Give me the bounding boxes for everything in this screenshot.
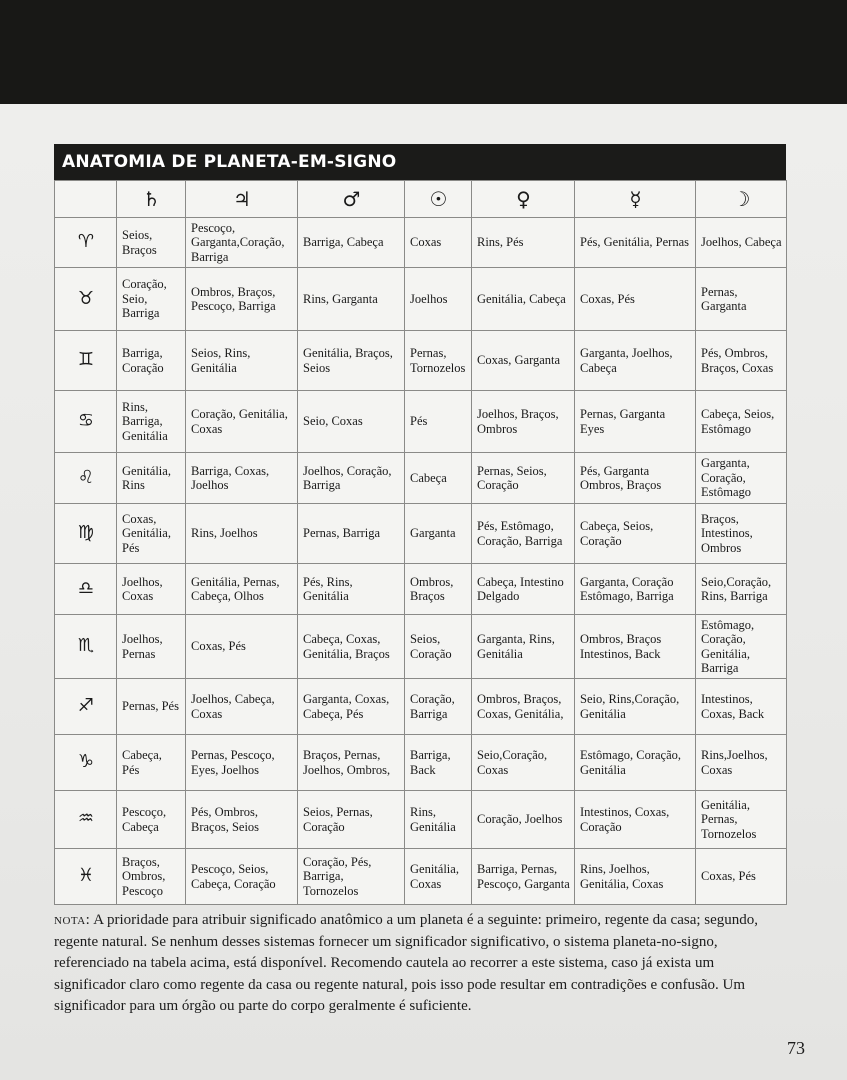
body-part-cell: Genitália, Pernas, Tornozelos xyxy=(696,791,787,849)
planet-header-cell xyxy=(298,181,405,218)
body-part-cell: Barriga, Cabeça xyxy=(298,218,405,268)
note-text: A prioridade para atribuir significado anatômico a um planeta é a seguinte: primeiro, regente da casa; segundo, regente natural. Se nenhum desses sistemas fornecer um significador significativo, o sistema planeta-no-signo, referenciado na tabela acima, está disponível. Recomendo cautela ao recorrer a este sistema, caso já exista um significador claro como regente da casa ou regente natural, pois isso pode resultar em contradições e confusão. Um significador para um órgão ou parte do corpo geralmente é suficiente. xyxy=(54,912,759,1014)
sign-cell xyxy=(55,679,117,735)
body-part-cell: Seio, Coxas xyxy=(298,391,405,453)
body-part-cell: Rins, Genitália xyxy=(405,791,472,849)
body-part-cell: Seios, Braços xyxy=(117,218,186,268)
table-title: ANATOMIA DE PLANETA-EM-SIGNO xyxy=(54,144,786,180)
table-row xyxy=(55,679,787,735)
table-row xyxy=(55,564,787,615)
moon-icon: ☽ xyxy=(732,186,751,211)
body-part-cell: Joelhos, Coração, Barriga xyxy=(298,453,405,504)
body-part-cell: Pescoço, Seios, Cabeça, Coração xyxy=(186,849,298,905)
body-part-cell: Braços, Ombros, Pescoço xyxy=(117,849,186,905)
body-part-cell: Estômago, Coração, Genitália, Barriga xyxy=(696,615,787,679)
table-row xyxy=(55,735,787,791)
body-part-cell: Garganta, Coração Estômago, Barriga xyxy=(575,564,696,615)
planet-header-cell xyxy=(575,181,696,218)
planet-header-cell xyxy=(472,181,575,218)
body-part-cell: Coração, Joelhos xyxy=(472,791,575,849)
planet-header-cell xyxy=(405,181,472,218)
body-part-cell: Coxas, Pés xyxy=(696,849,787,905)
sign-cell xyxy=(55,849,117,905)
body-part-cell: Joelhos, Cabeça xyxy=(696,218,787,268)
body-part-cell: Intestinos, Coxas, Coração xyxy=(575,791,696,849)
body-part-cell: Seio,Coração, Coxas xyxy=(472,735,575,791)
sign-cell xyxy=(55,735,117,791)
taurus-icon: ♉ xyxy=(77,287,95,309)
table-row xyxy=(55,791,787,849)
body-part-cell: Garganta, Coração, Estômago xyxy=(696,453,787,504)
body-part-cell: Joelhos, Pernas xyxy=(117,615,186,679)
body-part-cell: Joelhos, Coxas xyxy=(117,564,186,615)
body-part-cell: Rins, Garganta xyxy=(298,268,405,331)
body-part-cell: Cabeça, Coxas, Genitália, Braços xyxy=(298,615,405,679)
sign-cell xyxy=(55,218,117,268)
body-part-cell: Estômago, Coração, Genitália xyxy=(575,735,696,791)
libra-icon: ♎ xyxy=(77,577,95,599)
body-part-cell: Genitália, Pernas, Cabeça, Olhos xyxy=(186,564,298,615)
cancer-icon: ♋ xyxy=(77,410,95,432)
body-part-cell: Barriga, Pernas, Pescoço, Garganta xyxy=(472,849,575,905)
table-row xyxy=(55,849,787,905)
body-part-cell: Pernas, Barriga xyxy=(298,504,405,564)
body-part-cell: Garganta, Coxas, Cabeça, Pés xyxy=(298,679,405,735)
body-part-cell: Pernas, Seios, Coração xyxy=(472,453,575,504)
table-row xyxy=(55,218,787,268)
table-row xyxy=(55,504,787,564)
body-part-cell: Rins, Joelhos xyxy=(186,504,298,564)
sign-cell xyxy=(55,615,117,679)
table-row xyxy=(55,615,787,679)
body-part-cell: Coração, Seio, Barriga xyxy=(117,268,186,331)
gemini-icon: ♊ xyxy=(77,349,95,371)
scorpio-icon: ♏ xyxy=(77,635,95,657)
aries-icon: ♈ xyxy=(77,231,95,253)
body-part-cell: Coração, Pés, Barriga, Tornozelos xyxy=(298,849,405,905)
body-part-cell: Garganta, Rins, Genitália xyxy=(472,615,575,679)
body-part-cell: Coxas, Garganta xyxy=(472,331,575,391)
capricorn-icon: ♑ xyxy=(77,751,95,773)
body-part-cell: Pés, Genitália, Pernas xyxy=(575,218,696,268)
saturn-icon: ♄ xyxy=(142,186,161,211)
body-part-cell: Genitália, Braços, Seios xyxy=(298,331,405,391)
sagittarius-icon: ♐ xyxy=(77,695,95,717)
body-part-cell: Ombros, Braços xyxy=(405,564,472,615)
table-row xyxy=(55,331,787,391)
body-part-cell: Ombros, Braços Intestinos, Back xyxy=(575,615,696,679)
pisces-icon: ♓ xyxy=(77,865,95,887)
note-paragraph xyxy=(54,910,789,1018)
sun-icon: ☉ xyxy=(429,186,448,211)
body-part-cell: Coxas, Pés xyxy=(186,615,298,679)
aquarius-icon: ♒ xyxy=(77,808,95,830)
corner-cell xyxy=(55,181,117,218)
body-part-cell: Pés, Rins, Genitália xyxy=(298,564,405,615)
body-part-cell: Pescoço, Garganta,Coração, Barriga xyxy=(186,218,298,268)
body-part-cell: Braços, Intestinos, Ombros xyxy=(696,504,787,564)
body-part-cell: Seio, Rins,Coração, Genitália xyxy=(575,679,696,735)
table-body xyxy=(55,218,787,905)
body-part-cell: Coxas, Pés xyxy=(575,268,696,331)
sign-cell xyxy=(55,331,117,391)
body-part-cell: Pernas, Tornozelos xyxy=(405,331,472,391)
body-part-cell: Pés xyxy=(405,391,472,453)
body-part-cell: Seios, Coração xyxy=(405,615,472,679)
body-part-cell: Pernas, Pescoço, Eyes, Joelhos xyxy=(186,735,298,791)
venus-icon: ♀ xyxy=(516,186,531,211)
body-part-cell: Pescoço, Cabeça xyxy=(117,791,186,849)
body-part-cell: Rins,Joelhos, Coxas xyxy=(696,735,787,791)
planet-in-sign-table xyxy=(54,180,787,905)
body-part-cell: Braços, Pernas, Joelhos, Ombros, xyxy=(298,735,405,791)
jupiter-icon: ♃ xyxy=(233,186,251,211)
sign-cell xyxy=(55,791,117,849)
table-header-row xyxy=(55,181,787,218)
body-part-cell: Genitália, Cabeça xyxy=(472,268,575,331)
body-part-cell: Cabeça xyxy=(405,453,472,504)
body-part-cell: Joelhos xyxy=(405,268,472,331)
mercury-icon: ☿ xyxy=(629,186,642,211)
body-part-cell: Cabeça, Intestino Delgado xyxy=(472,564,575,615)
sign-cell xyxy=(55,268,117,331)
table-row xyxy=(55,391,787,453)
body-part-cell: Genitália, Coxas xyxy=(405,849,472,905)
body-part-cell: Seio,Coração, Rins, Barriga xyxy=(696,564,787,615)
body-part-cell: Cabeça, Pés xyxy=(117,735,186,791)
body-part-cell: Pernas, Garganta xyxy=(696,268,787,331)
sign-cell xyxy=(55,391,117,453)
sign-cell xyxy=(55,504,117,564)
top-dark-band xyxy=(0,0,847,104)
body-part-cell: Pés, Ombros, Braços, Seios xyxy=(186,791,298,849)
body-part-cell: Barriga, Coração xyxy=(117,331,186,391)
body-part-cell: Ombros, Braços, Coxas, Genitália, xyxy=(472,679,575,735)
body-part-cell: Seios, Rins, Genitália xyxy=(186,331,298,391)
table-row xyxy=(55,268,787,331)
virgo-icon: ♍ xyxy=(77,522,95,544)
body-part-cell: Pés, Ombros, Braços, Coxas xyxy=(696,331,787,391)
body-part-cell: Garganta, Joelhos, Cabeça xyxy=(575,331,696,391)
mars-icon: ♂ xyxy=(342,186,361,211)
table-row xyxy=(55,453,787,504)
body-part-cell: Barriga, Coxas, Joelhos xyxy=(186,453,298,504)
body-part-cell: Pés, Estômago, Coração, Barriga xyxy=(472,504,575,564)
body-part-cell: Seios, Pernas, Coração xyxy=(298,791,405,849)
sign-cell xyxy=(55,564,117,615)
body-part-cell: Pés, Garganta Ombros, Braços xyxy=(575,453,696,504)
body-part-cell: Cabeça, Seios, Coração xyxy=(575,504,696,564)
planet-header-cell xyxy=(696,181,787,218)
body-part-cell: Cabeça, Seios, Estômago xyxy=(696,391,787,453)
body-part-cell: Barriga, Back xyxy=(405,735,472,791)
leo-icon: ♌ xyxy=(77,466,95,488)
body-part-cell: Coração, Genitália, Coxas xyxy=(186,391,298,453)
planet-header-cell xyxy=(117,181,186,218)
body-part-cell: Coração, Barriga xyxy=(405,679,472,735)
body-part-cell: Pernas, Pés xyxy=(117,679,186,735)
body-part-cell: Pernas, Garganta Eyes xyxy=(575,391,696,453)
body-part-cell: Joelhos, Cabeça, Coxas xyxy=(186,679,298,735)
note-label: nota: xyxy=(54,912,91,928)
planet-header-cell xyxy=(186,181,298,218)
body-part-cell: Rins, Pés xyxy=(472,218,575,268)
body-part-cell: Rins, Barriga, Genitália xyxy=(117,391,186,453)
body-part-cell: Coxas xyxy=(405,218,472,268)
sign-cell xyxy=(55,453,117,504)
body-part-cell: Genitália, Rins xyxy=(117,453,186,504)
body-part-cell: Rins, Joelhos, Genitália, Coxas xyxy=(575,849,696,905)
body-part-cell: Coxas, Genitália, Pés xyxy=(117,504,186,564)
body-part-cell: Intestinos, Coxas, Back xyxy=(696,679,787,735)
body-part-cell: Garganta xyxy=(405,504,472,564)
page-number: 73 xyxy=(787,1038,805,1058)
anatomy-table-container xyxy=(54,144,786,905)
body-part-cell: Joelhos, Braços, Ombros xyxy=(472,391,575,453)
body-part-cell: Ombros, Braços, Pescoço, Barriga xyxy=(186,268,298,331)
